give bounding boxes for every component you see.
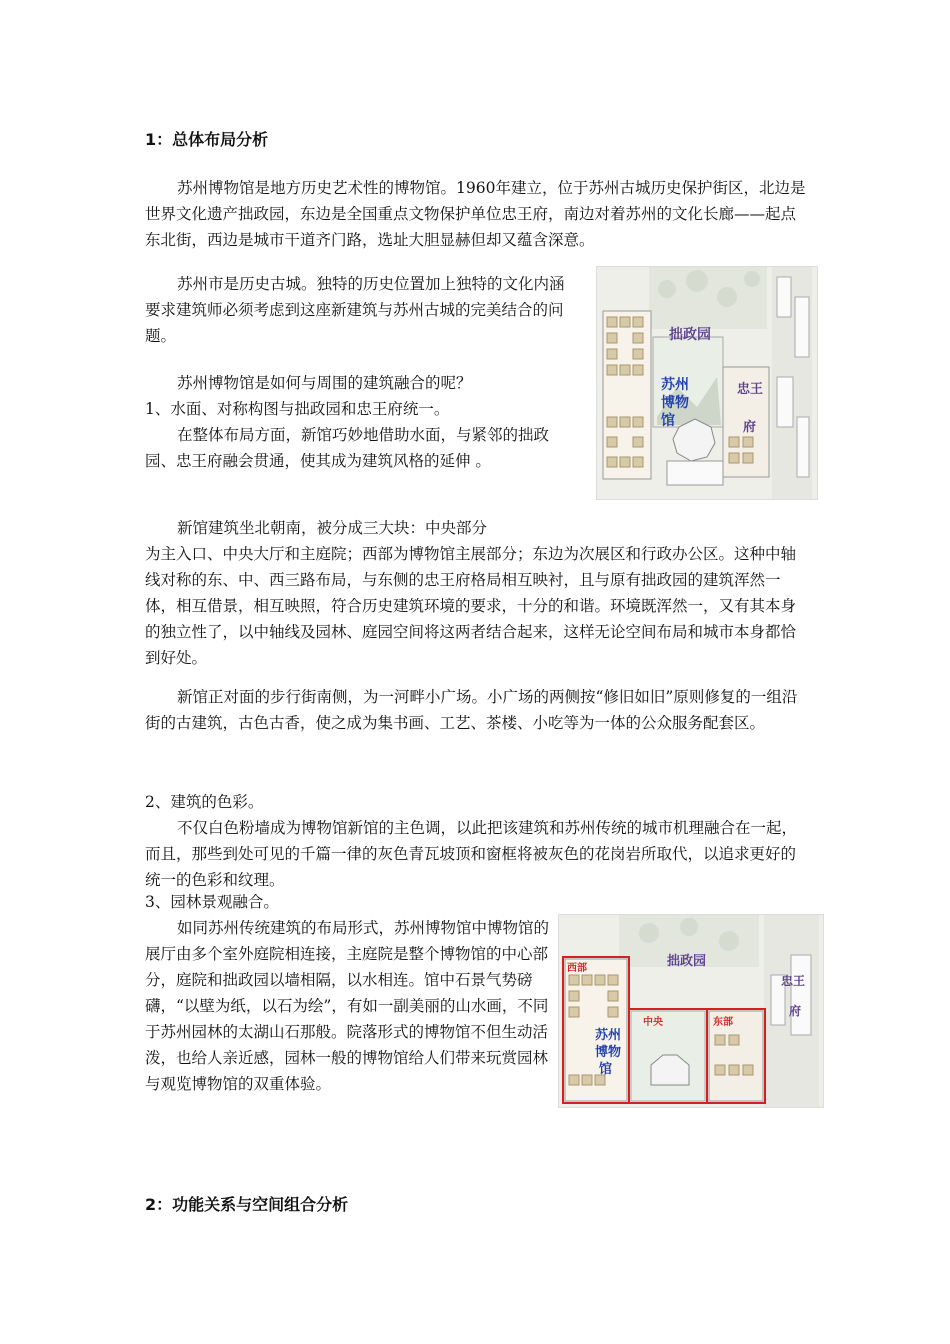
item1-title: 1、水面、对称构图与拙政园和忠王府统一。 — [145, 400, 450, 418]
site-plan-drawing-2 — [559, 915, 823, 1107]
map1-mansion-label-1: 忠王 — [737, 382, 764, 397]
site-plan-drawing-1 — [597, 267, 817, 499]
map2-garden-label: 拙政园 — [667, 954, 707, 969]
paragraph-garden: 如同苏州传统建筑的布局形式，苏州博物馆中博物馆的展厅由多个室外庭院相连接，主庭院是整个博物馆的中心部分，庭院和拙政园以墙相隔，以水相连。馆中石景气势磅礴，“以壁为纸，以石为绘”，有如一副美丽的山水画，不同于苏州园林的太湖山石那般。院落形式的博物馆不但生动活泼，也给人亲近感，园林一般的博物馆给人们带来玩赏园林与观览博物馆的双重体验。 — [145, 919, 550, 1093]
section1-heading: 1：总体布局分析 — [145, 130, 269, 149]
map2-west-label: 西部 — [567, 963, 587, 974]
paragraph-question: 苏州博物馆是如何与周围的建筑融合的呢？ — [177, 374, 472, 392]
paragraph-layout: 为主入口、中央大厅和主庭院；西部为博物馆主展部分；东边为次展区和行政办公区。这种中轴线对称的东、中、西三路布局，与东侧的忠王府格局相互映衬，且与原有拙政园的建筑浑然一体，相互借景，相互映照，符合历史建筑环境的要求，十分的和谐。环境既浑然一，又有其本身的独立性了，以中轴线及园林、庭园空间将这两者结合起来，这样无论空间布局和城市本身都恰到好处。 — [145, 545, 797, 667]
map1-museum-label-2: 博物 — [661, 395, 689, 411]
paragraph-location: 苏州博物馆是地方历史艺术性的博物馆。1960年建立，位于苏州古城历史保护街区，北边是世界文化遗产拙政园，东边是全国重点文物保护单位忠王府，南边对着苏州的文化长廊——起点东北街，西边是城市干道齐门路，选址大胆显赫但却又蕴含深意。 — [145, 179, 806, 249]
paragraph-color: 不仅白色粉墙成为博物馆新馆的主色调，以此把该建筑和苏州传统的城市机理融合在一起，而且，那些到处可见的千篇一律的灰色青瓦坡顶和窗框将被灰色的花岗岩所取代，以追求更好的统一的色彩和纹理。 — [145, 819, 798, 889]
map1-museum-label-3: 馆 — [661, 413, 675, 429]
item2-title: 2、建筑的色彩。 — [145, 793, 264, 811]
map1-mansion-label-2: 府 — [743, 420, 757, 435]
map2-mansion-label-2: 府 — [789, 1004, 802, 1018]
map2-museum-label-1: 苏州 — [595, 1028, 622, 1043]
paragraph-layout-line1: 新馆建筑坐北朝南，被分成三大块：中央部分 — [177, 519, 488, 537]
map1-museum-label-1: 苏州 — [661, 377, 689, 393]
map2-east-label: 东部 — [713, 1017, 733, 1028]
site-plan-image-2 — [558, 914, 824, 1108]
section2-heading: 2：功能关系与空间组合分析 — [145, 1195, 349, 1214]
map1-garden-label: 拙政园 — [669, 327, 711, 343]
map2-museum-label-2: 博物 — [595, 1045, 622, 1060]
map2-mansion-label-1: 忠王 — [781, 974, 806, 988]
site-plan-image-1 — [596, 266, 818, 500]
item3-title: 3、园林景观融合。 — [145, 893, 279, 911]
paragraph-ancient-city: 苏州市是历史古城。独特的历史位置加上独特的文化内涵要求建筑师必须考虑到这座新建筑与苏州古城的完美结合的问题。 — [145, 275, 565, 345]
map2-museum-label-3: 馆 — [599, 1062, 613, 1077]
map2-center-label: 中央 — [643, 1017, 663, 1028]
paragraph-plaza: 新馆正对面的步行街南侧，为一河畔小广场。小广场的两侧按“修旧如旧”原则修复的一组沿街的古建筑，古色古香，使之成为集书画、工艺、茶楼、小吃等为一体的公众服务配套区。 — [145, 688, 798, 732]
paragraph-water-surface: 在整体布局方面，新馆巧妙地借助水面，与紧邻的拙政园、忠王府融会贯通，使其成为建筑风格的延伸 。 — [145, 426, 550, 470]
